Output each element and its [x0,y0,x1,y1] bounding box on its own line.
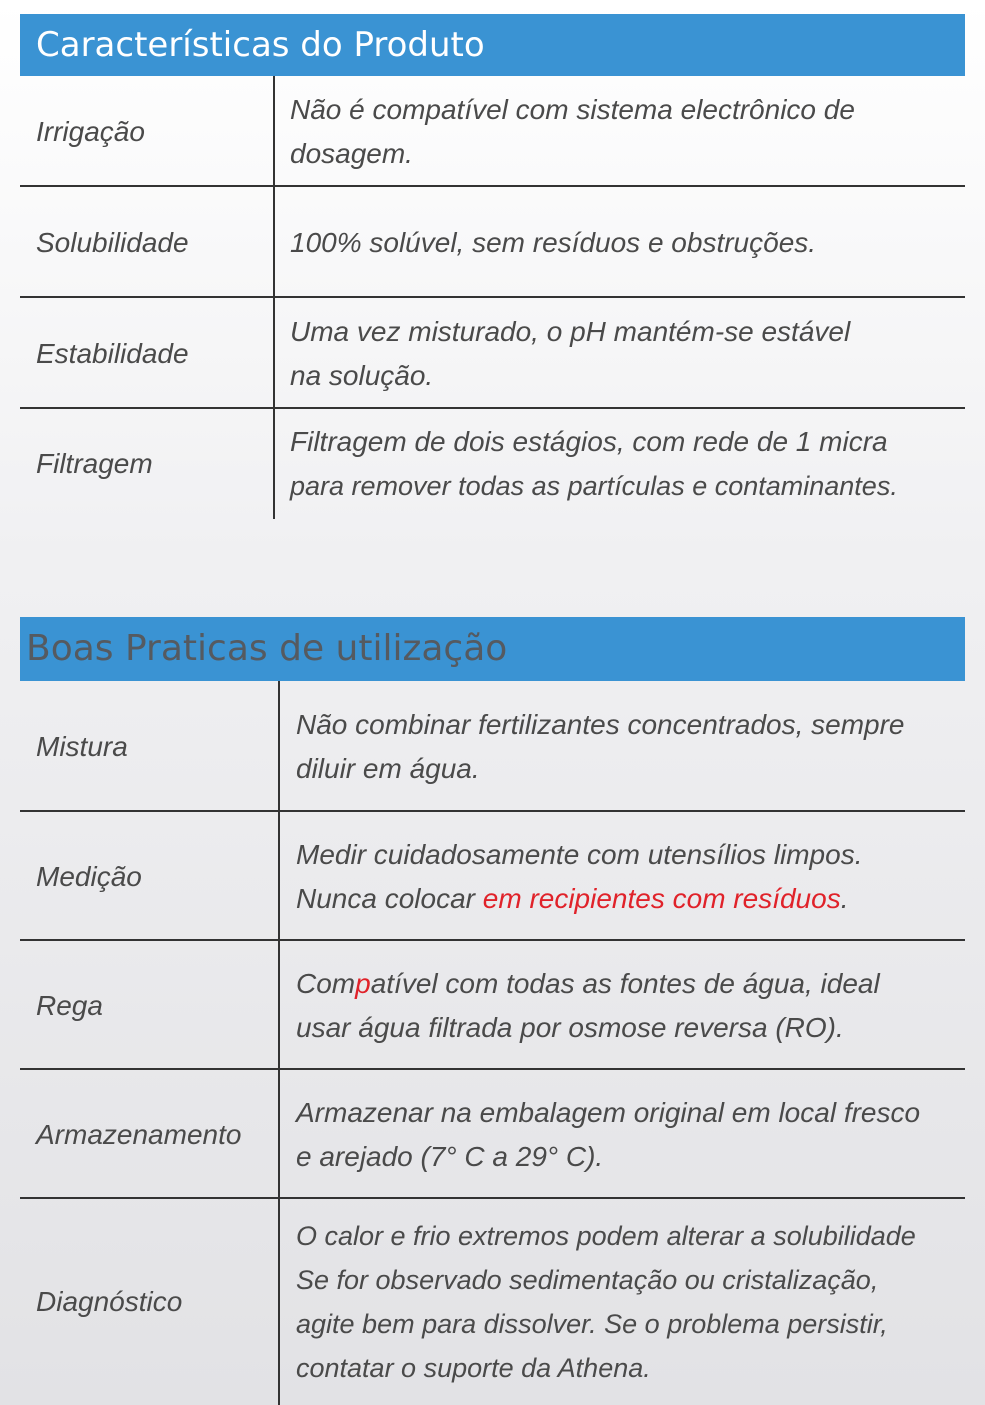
highlighted-text: p [355,967,371,999]
row-value: O calor e frio extremos podem alterar a solubilidade Se for observado sedimentação ou cristalização, agite bem para dissolver. Se o problema persistir, contatar o suporte da Athena. [296,1221,916,1383]
table-row [20,1199,965,1405]
row-label: Estabilidade [36,337,189,369]
highlighted-text: em recipientes com resíduos [482,882,841,914]
table-row [20,812,965,941]
row-value: Armazenar na embalagem original em local fresco e arejado (7° C a 29° C). [296,1096,921,1172]
table-row [20,409,965,519]
row-value: Não é compatível com sistema electrônico de dosagem. [290,93,855,169]
table-row [20,681,965,812]
row-value: 100% solúvel, sem resíduos e obstruções. [290,226,817,258]
row-value: Não combinar fertilizantes concentrados, sempre diluir em água. [296,708,905,784]
column-divider [273,409,275,519]
table-row [20,941,965,1070]
row-label: Filtragem [36,448,153,479]
column-divider [278,1199,280,1405]
column-divider [273,187,275,298]
row-label: Irrigação [36,115,145,147]
section-title: Boas Praticas de utilização [20,617,965,681]
column-divider [273,76,275,187]
section-title: Características do Produto [20,14,965,76]
row-label: Armazenamento [36,1118,242,1150]
table-row [20,187,965,298]
row-label: Mistura [36,730,128,762]
column-divider [278,812,280,941]
row-value: Compatível com todas as fontes de água, ideal usar água filtrada por osmose reversa (RO). [296,967,880,1043]
row-label: Diagnóstico [36,1286,183,1317]
row-label: Rega [36,989,103,1021]
row-value: Medir cuidadosamente com utensílios limpos. Nunca colocar em recipientes com resíduos. [296,838,863,914]
row-value: Filtragem de dois estágios, com rede de 1 micra para remover todas as partículas e contaminantes. [290,426,898,501]
table-row [20,298,965,409]
row-label: Solubilidade [36,226,189,258]
column-divider [273,298,275,409]
row-label: Medição [36,860,142,892]
column-divider [278,1070,280,1199]
row-value: Uma vez misturado, o pH mantém-se estável na solução. [290,315,851,391]
column-divider [278,681,280,812]
table-row [20,76,965,187]
table-row [20,1070,965,1199]
column-divider [278,941,280,1070]
